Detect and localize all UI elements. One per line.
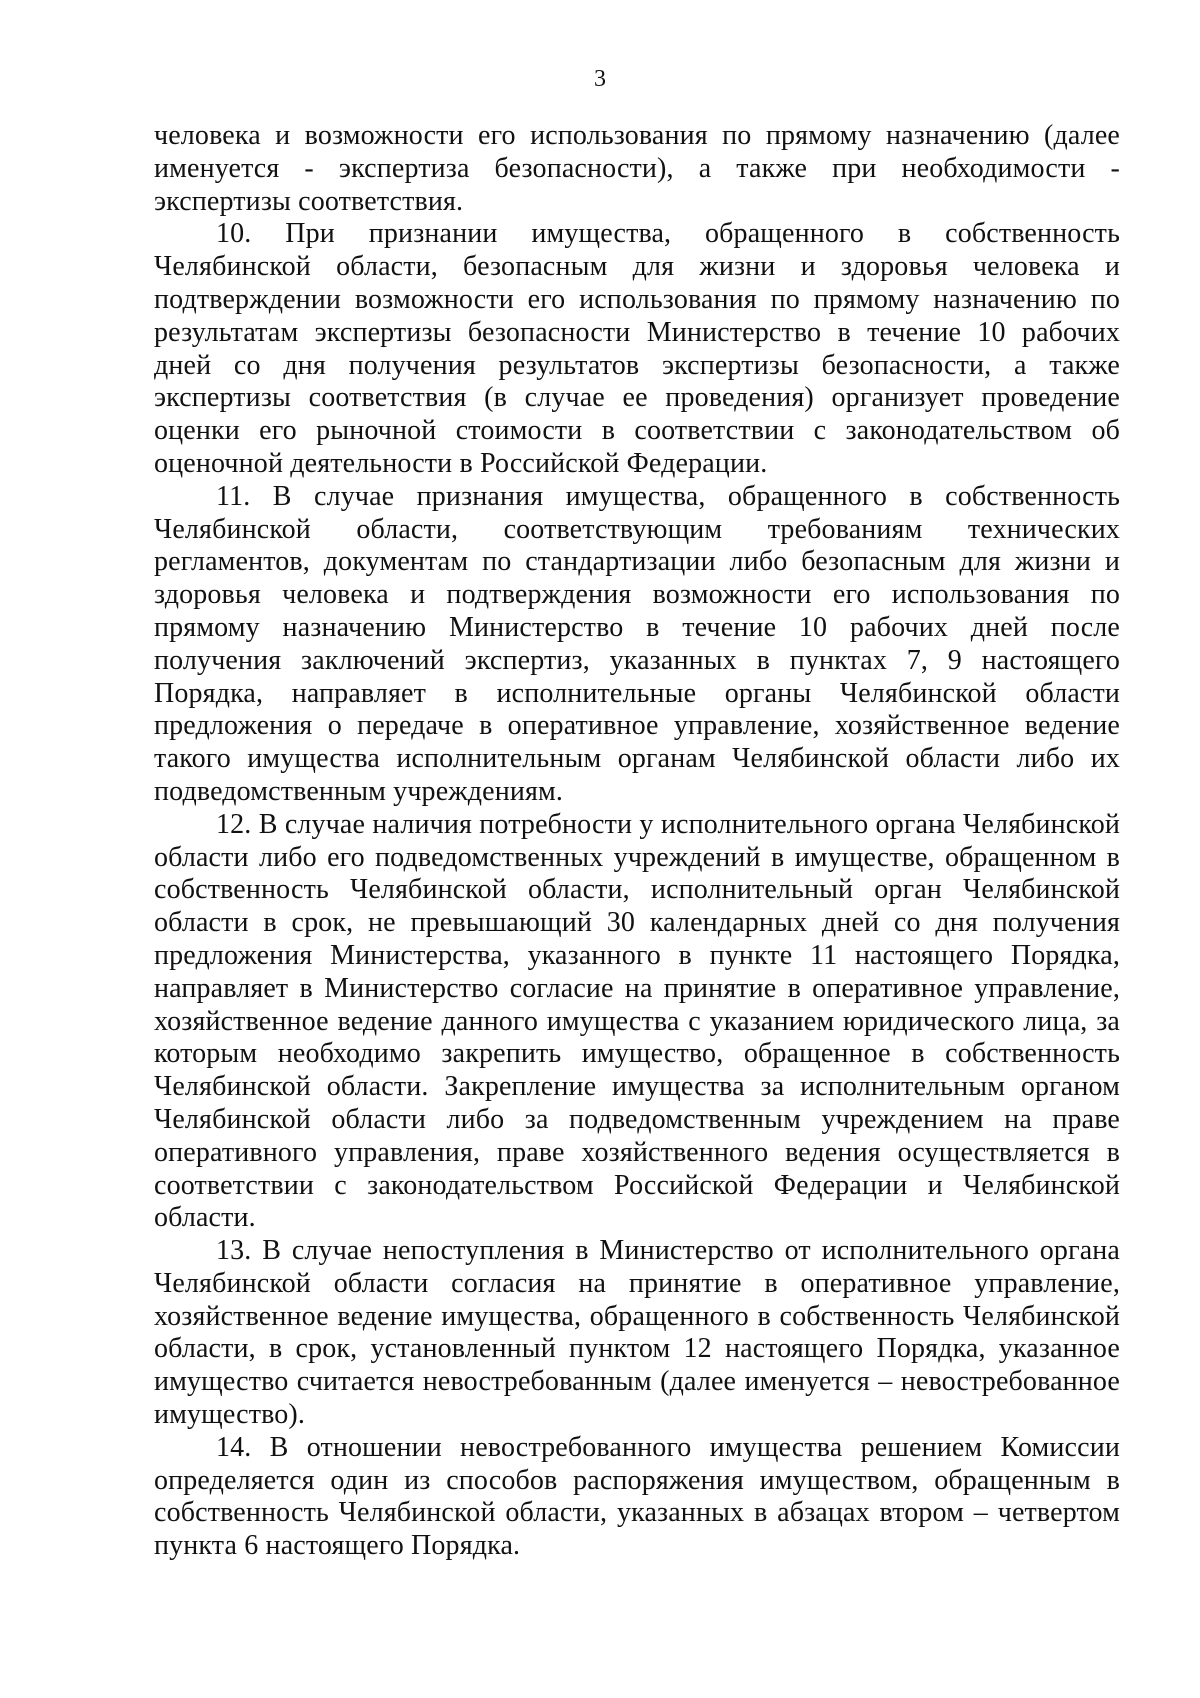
paragraph-continuation: человека и возможности его использования по прямому назначению (далее именуется - экспертиза безопасности), а также при необходимости - экспертизы соответствия. <box>154 120 1120 217</box>
paragraph-item-12: 12. В случае наличия потребности у исполнительного органа Челябинской области либо его подведомственных учреждений в имуществе, обращенном в собственность Челябинской области, исполнительный орган Челябинской области в срок, не превышающий 30 календарных дней со дня получения предложения Министерства, указанного в пункте 11 настоящего Порядка, направляет в Министерство согласие на принятие в оперативное управление, хозяйственное ведение данного имущества с указанием юридического лица, за которым необходимо закрепить имущество, обращенное в собственность Челябинской области. Закрепление имущества за исполнительным органом Челябинской области либо за подведомственным учреждением на праве оперативного управления, праве хозяйственного ведения осуществляется в соответствии с законодательством Российской Федерации и Челябинской области. <box>154 808 1120 1234</box>
paragraph-item-11: 11. В случае признания имущества, обращенного в собственность Челябинской области, соответствующим требованиям технических регламентов, документам по стандартизации либо безопасным для жизни и здоровья человека и подтверждения возможности его использования по прямому назначению Министерство в течение 10 рабочих дней после получения заключений экспертиз, указанных в пунктах 7, 9 настоящего Порядка, направляет в исполнительные органы Челябинской области предложения о передаче в оперативное управление, хозяйственное ведение такого имущества исполнительным органам Челябинской области либо их подведомственным учреждениям. <box>154 480 1120 807</box>
paragraph-item-13: 13. В случае непоступления в Министерство от исполнительного органа Челябинской области согласия на принятие в оперативное управление, хозяйственное ведение имущества, обращенного в собственность Челябинской области, в срок, установленный пунктом 12 настоящего Порядка, указанное имущество считается невостребованным (далее именуется – невостребованное имущество). <box>154 1235 1120 1431</box>
document-body <box>154 120 1120 1563</box>
paragraph-item-10: 10. При признании имущества, обращенного в собственность Челябинской области, безопасным для жизни и здоровья человека и подтверждении возможности его использования по прямому назначению по результатам экспертизы безопасности Министерство в течение 10 рабочих дней со дня получения результатов экспертизы безопасности, а также экспертизы соответствия (в случае ее проведения) организует проведение оценки его рыночной стоимости в соответствии с законодательством об оценочной деятельности в Российской Федерации. <box>154 218 1120 479</box>
page-number: 3 <box>594 66 606 92</box>
paragraph-item-14: 14. В отношении невостребованного имущества решением Комиссии определяется один из способов распоряжения имуществом, обращенным в собственность Челябинской области, указанных в абзацах втором – четвертом пункта 6 настоящего Порядка. <box>154 1431 1120 1562</box>
